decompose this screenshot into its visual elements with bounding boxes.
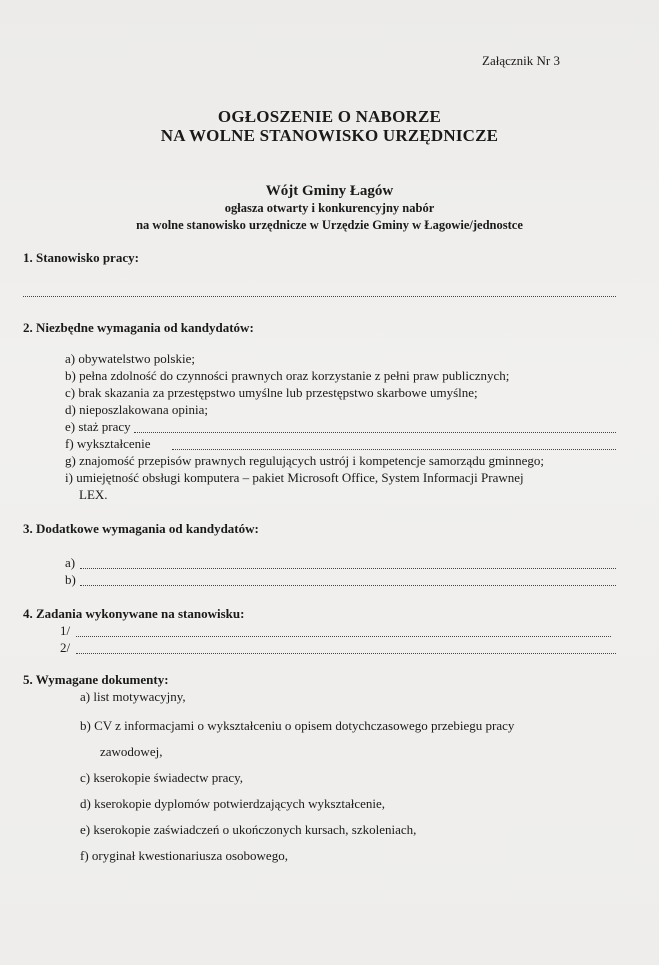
section-4-item-2: 2/: [60, 640, 71, 655]
organization: Wójt Gminy Łagów: [265, 183, 394, 199]
section-5-item-e: e) kserokopie zaświadczeń o ukończonych kursach, szkoleniach,: [80, 822, 417, 837]
section-5-item-a: a) list motywacyjny,: [80, 689, 186, 704]
section-3-item-a: a): [65, 555, 76, 570]
title-line-2: NA WOLNE STANOWISKO URZĘDNICZE: [160, 126, 499, 145]
section-5-item-b: b) CV z informacjami o wykształceniu o opisem dotychczasowego przebiegu pracy: [80, 718, 515, 733]
section-5-item-b-cont: zawodowej,: [100, 744, 163, 759]
subtitle-line-1: ogłasza otwarty i konkurencyjny nabór: [224, 201, 435, 215]
section-2-item-f: f) wykształcenie: [65, 436, 151, 451]
section-3-item-a-fill: [80, 568, 616, 569]
section-2-item-d: d) nieposzlakowana opinia;: [65, 402, 208, 417]
section-2-item-e: e) staż pracy: [65, 419, 131, 434]
section-2-item-c: c) brak skazania za przestępstwo umyślne lub przestępstwo skarbowe umyślne;: [65, 385, 478, 400]
section-3-heading: 3. Dodatkowe wymagania od kandydatów:: [23, 521, 259, 536]
section-3-item-b-fill: [80, 585, 616, 586]
annex-label: Załącznik Nr 3: [482, 53, 560, 68]
section-4-item-1-fill: [76, 636, 611, 637]
section-5-heading: 5. Wymagane dokumenty:: [23, 672, 169, 687]
section-2-item-b: b) pełna zdolność do czynności prawnych oraz korzystanie z pełni praw publicznych;: [65, 368, 510, 383]
section-2-item-g: g) znajomość przepisów prawnych regulujących ustrój i kompetencje samorządu gminnego;: [65, 453, 545, 468]
section-5-item-f: f) oryginał kwestionariusza osobowego,: [80, 848, 288, 863]
section-3-item-b: b): [65, 572, 76, 587]
section-5-item-c: c) kserokopie świadectw pracy,: [80, 770, 244, 785]
section-1-fill-line: [23, 296, 616, 297]
section-1-heading: 1. Stanowisko pracy:: [23, 250, 139, 265]
section-5-item-d: d) kserokopie dyplomów potwierdzających wykształcenie,: [80, 796, 386, 811]
section-4-heading: 4. Zadania wykonywane na stanowisku:: [23, 606, 245, 621]
section-2-item-i: i) umiejętność obsługi komputera – pakiet Microsoft Office, System Informacji Prawnej: [65, 470, 524, 485]
section-2-heading: 2. Niezbędne wymagania od kandydatów:: [23, 320, 254, 335]
section-4-item-2-fill: [76, 653, 616, 654]
section-2-item-e-fill: [134, 432, 616, 433]
section-2-item-a: a) obywatelstwo polskie;: [65, 351, 195, 366]
section-2-item-i-cont: LEX.: [79, 487, 108, 502]
title-line-1: OGŁOSZENIE O NABORZE: [217, 107, 442, 126]
section-2-item-f-fill: [172, 449, 616, 450]
section-4-item-1: 1/: [60, 623, 71, 638]
subtitle-line-2: na wolne stanowisko urzędnicze w Urzędzie Gminy w Łagowie/jednostce: [136, 218, 523, 232]
